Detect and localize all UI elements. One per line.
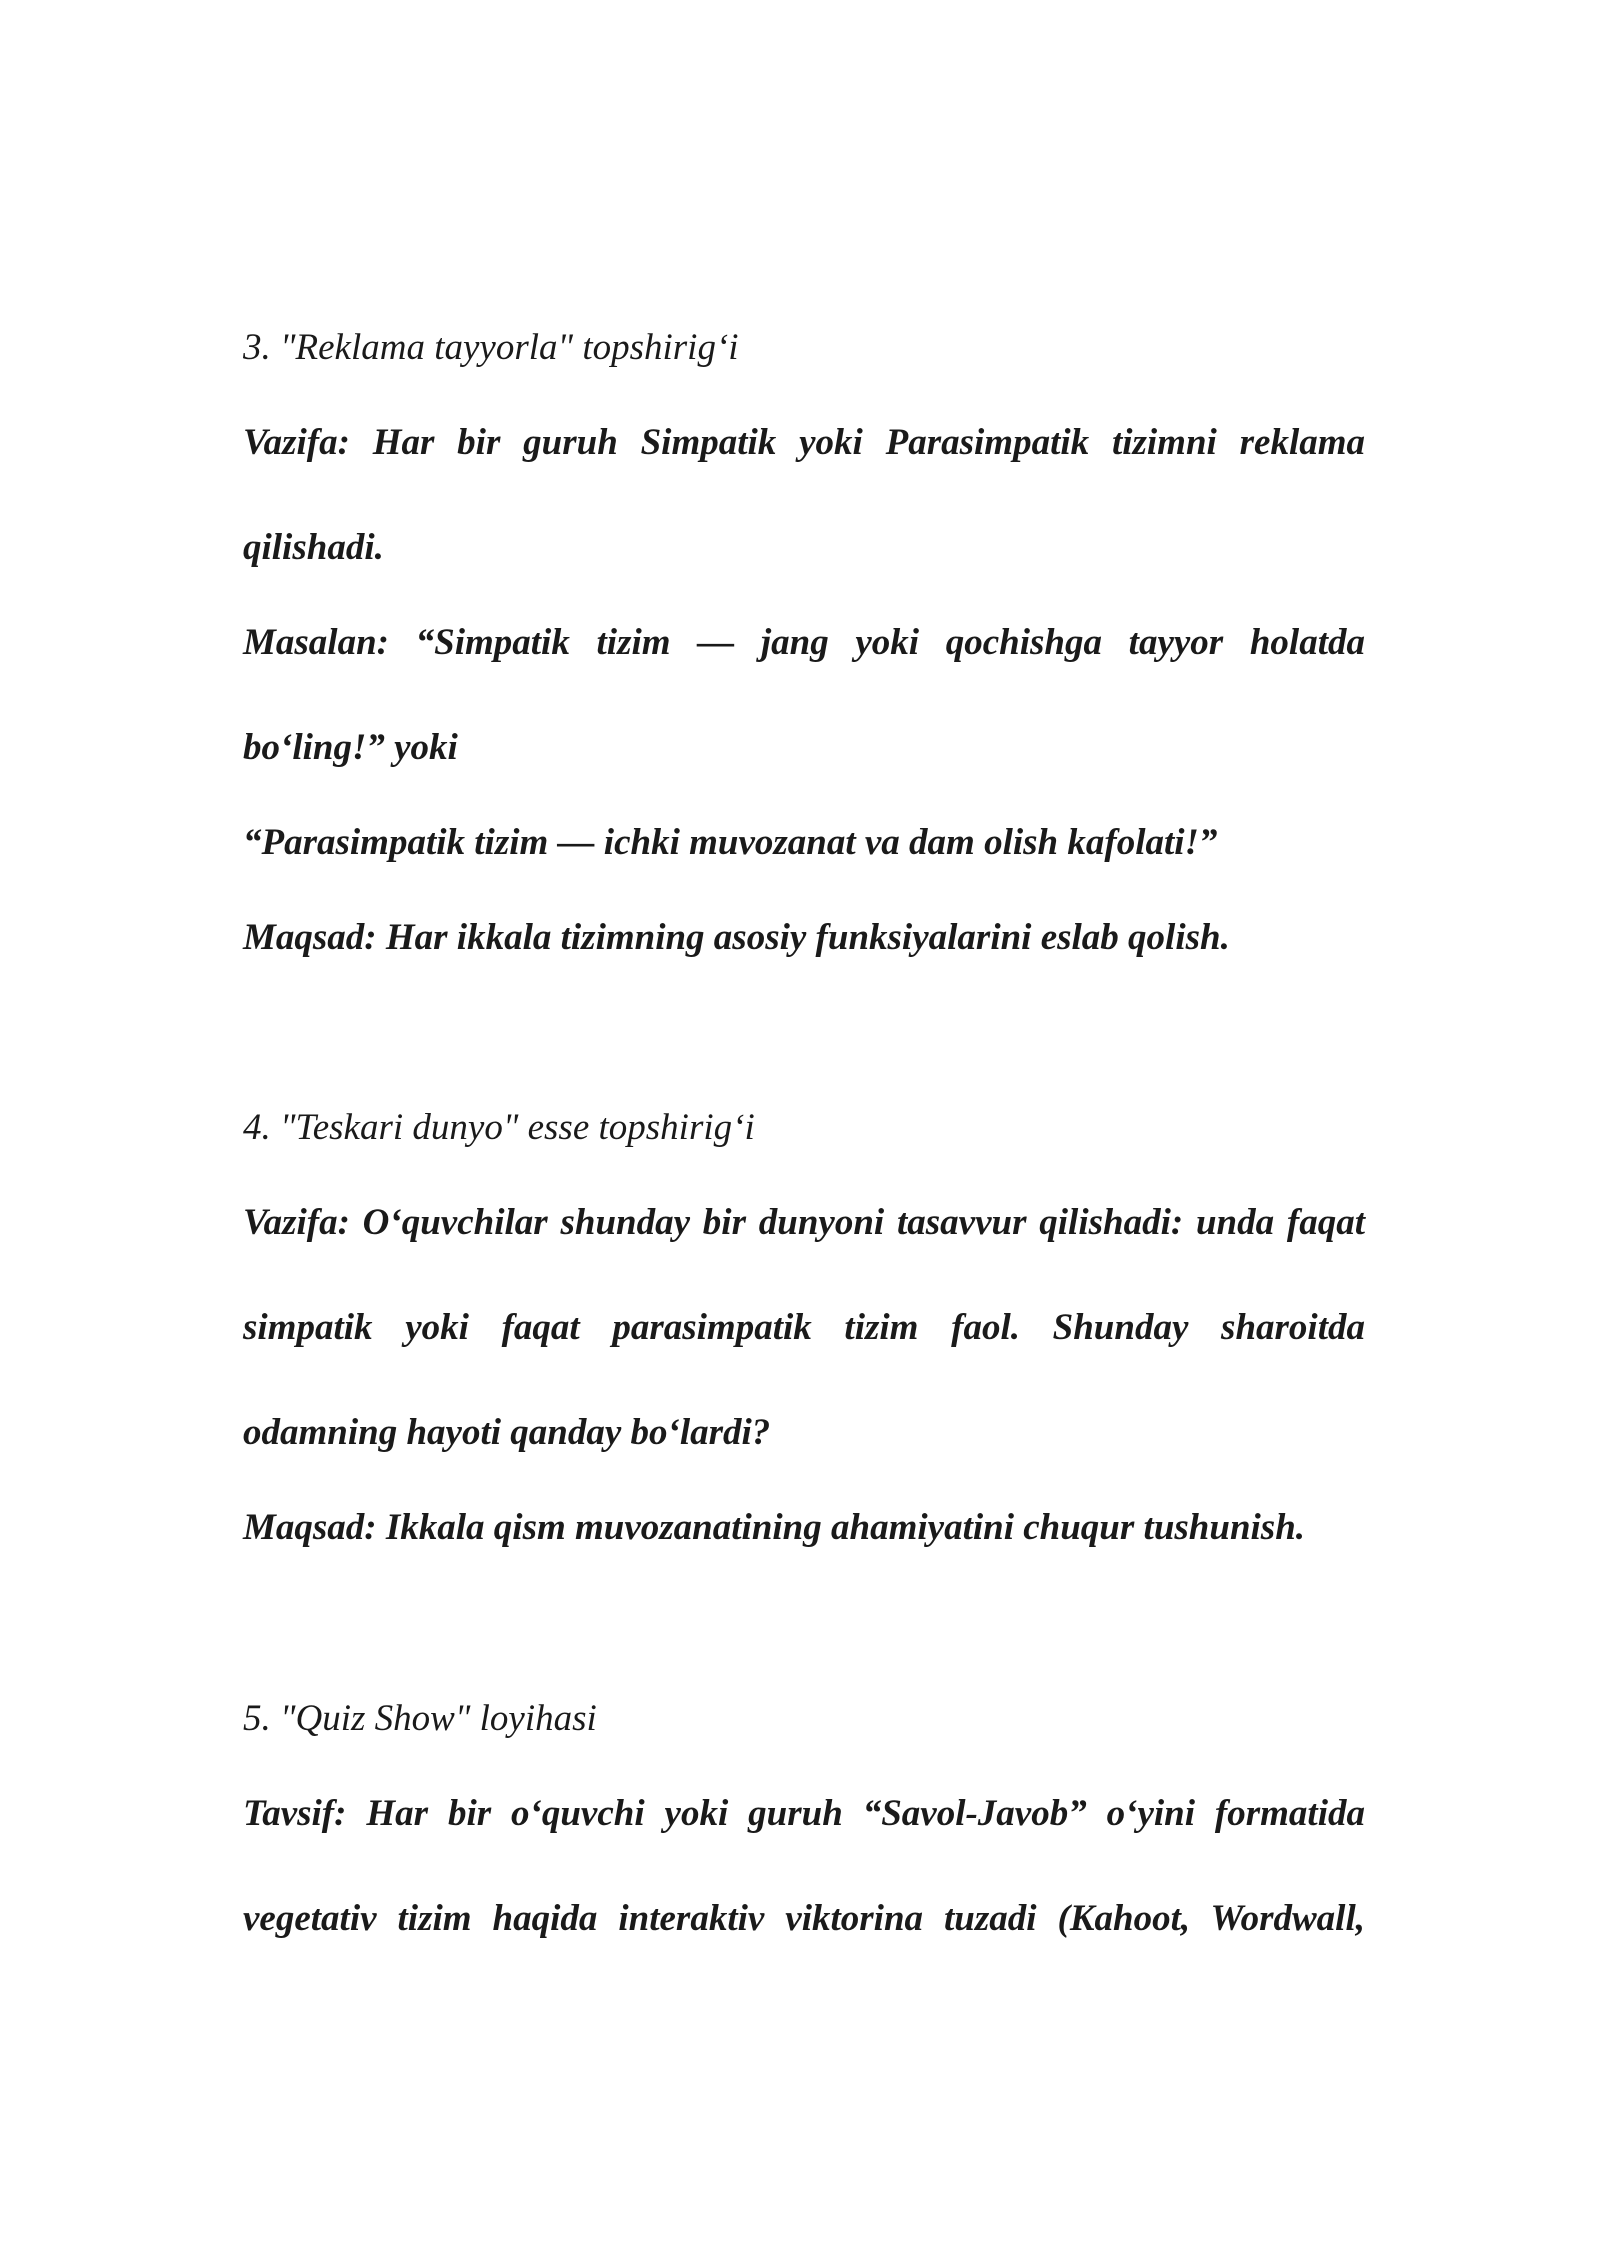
section-4-vazifa-line-3: odamning hayoti qanday bo‘lardi? bbox=[243, 1412, 771, 1453]
section-5-tavsif-line-2: vegetativ tizim haqida interaktiv viktorina tuzadi (Kahoot, Wordwall, bbox=[243, 1898, 1365, 1939]
section-3-example-2: “Parasimpatik tizim — ichki muvozanat va dam olish kafolati!” bbox=[243, 822, 1218, 863]
section-5-tavsif-line-1: Tavsif: Har bir o‘quvchi yoki guruh “Savol-Javob” o‘yini formatida bbox=[243, 1793, 1365, 1834]
section-4-heading: 4. "Teskari dunyo" esse topshirig‘i bbox=[243, 1107, 755, 1148]
section-3-heading: 3. "Reklama tayyorla" topshirig‘i bbox=[243, 327, 739, 368]
section-3-masalan-line-2: bo‘ling!” yoki bbox=[243, 727, 458, 768]
section-5-heading: 5. "Quiz Show" loyihasi bbox=[243, 1698, 597, 1739]
section-3-vazifa-line-1: Vazifa: Har bir guruh Simpatik yoki Parasimpatik tizimni reklama bbox=[243, 422, 1365, 463]
section-4-vazifa-line-2: simpatik yoki faqat parasimpatik tizim faol. Shunday sharoitda bbox=[243, 1307, 1365, 1348]
section-3-maqsad: Maqsad: Har ikkala tizimning asosiy funksiyalarini eslab qolish. bbox=[243, 917, 1230, 958]
section-3-masalan-line-1: Masalan: “Simpatik tizim — jang yoki qochishga tayyor holatda bbox=[243, 622, 1365, 663]
section-4-vazifa-line-1: Vazifa: O‘quvchilar shunday bir dunyoni tasavvur qilishadi: unda faqat bbox=[243, 1202, 1365, 1243]
section-4-maqsad: Maqsad: Ikkala qism muvozanatining ahamiyatini chuqur tushunish. bbox=[243, 1507, 1306, 1548]
section-3-vazifa-line-2: qilishadi. bbox=[243, 527, 384, 568]
